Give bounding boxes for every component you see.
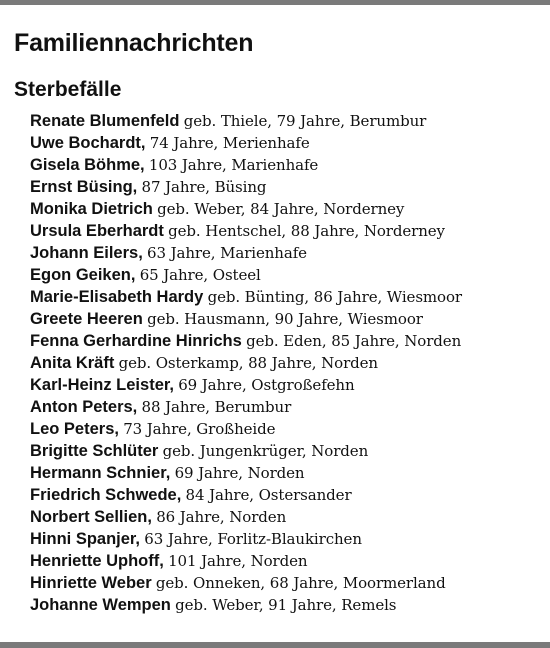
list-item xyxy=(30,572,462,594)
list-item xyxy=(30,308,462,330)
list-item xyxy=(30,418,462,440)
person-name: Hinriette Weber xyxy=(30,574,152,592)
list-item xyxy=(30,528,462,550)
person-details: 74 Jahre, Merienhafe xyxy=(149,134,310,152)
person-name: Friedrich Schwede, xyxy=(30,486,182,504)
top-rule xyxy=(0,0,550,5)
person-name: Karl-Heinz Leister, xyxy=(30,376,174,394)
list-item xyxy=(30,352,462,374)
bottom-rule xyxy=(0,642,550,648)
person-details: 87 Jahre, Büsing xyxy=(141,178,267,196)
person-details: geb. Onneken, 68 Jahre, Moormerland xyxy=(155,574,446,592)
list-item xyxy=(30,440,462,462)
list-item xyxy=(30,176,462,198)
person-details: geb. Eden, 85 Jahre, Norden xyxy=(246,332,462,350)
section-heading: Sterbefälle xyxy=(14,78,122,101)
person-name: Renate Blumenfeld xyxy=(30,112,180,130)
person-details: 84 Jahre, Ostersander xyxy=(185,486,352,504)
person-name: Uwe Bochardt, xyxy=(30,134,146,152)
list-item xyxy=(30,374,462,396)
person-name: Johanne Wempen xyxy=(30,596,171,614)
person-name: Hinni Spanjer, xyxy=(30,530,141,548)
person-name: Anita Kräft xyxy=(30,354,115,372)
person-details: 63 Jahre, Forlitz-Blaukirchen xyxy=(144,530,362,548)
person-name: Henriette Uphoff, xyxy=(30,552,164,570)
person-name: Gisela Böhme, xyxy=(30,156,145,174)
person-details: geb. Bünting, 86 Jahre, Wiesmoor xyxy=(207,288,462,306)
list-item xyxy=(30,330,462,352)
list-item xyxy=(30,462,462,484)
person-name: Ursula Eberhardt xyxy=(30,222,164,240)
person-name: Ernst Büsing, xyxy=(30,178,138,196)
person-details: 69 Jahre, Ostgroßefehn xyxy=(178,376,355,394)
list-item xyxy=(30,132,462,154)
person-details: geb. Hentschel, 88 Jahre, Norderney xyxy=(168,222,445,240)
person-details: 73 Jahre, Großheide xyxy=(123,420,276,438)
page-title: Familiennachrichten xyxy=(14,29,254,57)
person-details: 65 Jahre, Osteel xyxy=(139,266,261,284)
person-details: geb. Jungenkrüger, Norden xyxy=(162,442,369,460)
person-details: 103 Jahre, Marienhafe xyxy=(148,156,319,174)
list-item xyxy=(30,286,462,308)
person-name: Hermann Schnier, xyxy=(30,464,171,482)
person-name: Fenna Gerhardine Hinrichs xyxy=(30,332,242,350)
person-name: Marie-Elisabeth Hardy xyxy=(30,288,204,306)
list-item xyxy=(30,242,462,264)
person-details: geb. Thiele, 79 Jahre, Berumbur xyxy=(183,112,427,130)
person-details: geb. Weber, 91 Jahre, Remels xyxy=(175,596,397,614)
list-item xyxy=(30,396,462,418)
list-item xyxy=(30,484,462,506)
person-name: Norbert Sellien, xyxy=(30,508,152,526)
list-item xyxy=(30,550,462,572)
list-item xyxy=(30,198,462,220)
list-item xyxy=(30,264,462,286)
person-details: 63 Jahre, Marienhafe xyxy=(147,244,307,262)
person-details: geb. Hausmann, 90 Jahre, Wiesmoor xyxy=(147,310,423,328)
person-details: 101 Jahre, Norden xyxy=(168,552,308,570)
person-name: Greete Heeren xyxy=(30,310,143,328)
list-item xyxy=(30,506,462,528)
person-details: geb. Weber, 84 Jahre, Norderney xyxy=(157,200,405,218)
list-item xyxy=(30,220,462,242)
person-name: Johann Eilers, xyxy=(30,244,143,262)
person-name: Brigitte Schlüter xyxy=(30,442,159,460)
list-item xyxy=(30,110,462,132)
person-details: geb. Osterkamp, 88 Jahre, Norden xyxy=(118,354,378,372)
person-name: Monika Dietrich xyxy=(30,200,153,218)
person-name: Leo Peters, xyxy=(30,420,119,438)
death-notice-list xyxy=(30,110,462,616)
person-name: Anton Peters, xyxy=(30,398,138,416)
list-item xyxy=(30,154,462,176)
person-name: Egon Geiken, xyxy=(30,266,136,284)
person-details: 86 Jahre, Norden xyxy=(156,508,287,526)
list-item xyxy=(30,594,462,616)
person-details: 88 Jahre, Berumbur xyxy=(141,398,292,416)
person-details: 69 Jahre, Norden xyxy=(174,464,305,482)
